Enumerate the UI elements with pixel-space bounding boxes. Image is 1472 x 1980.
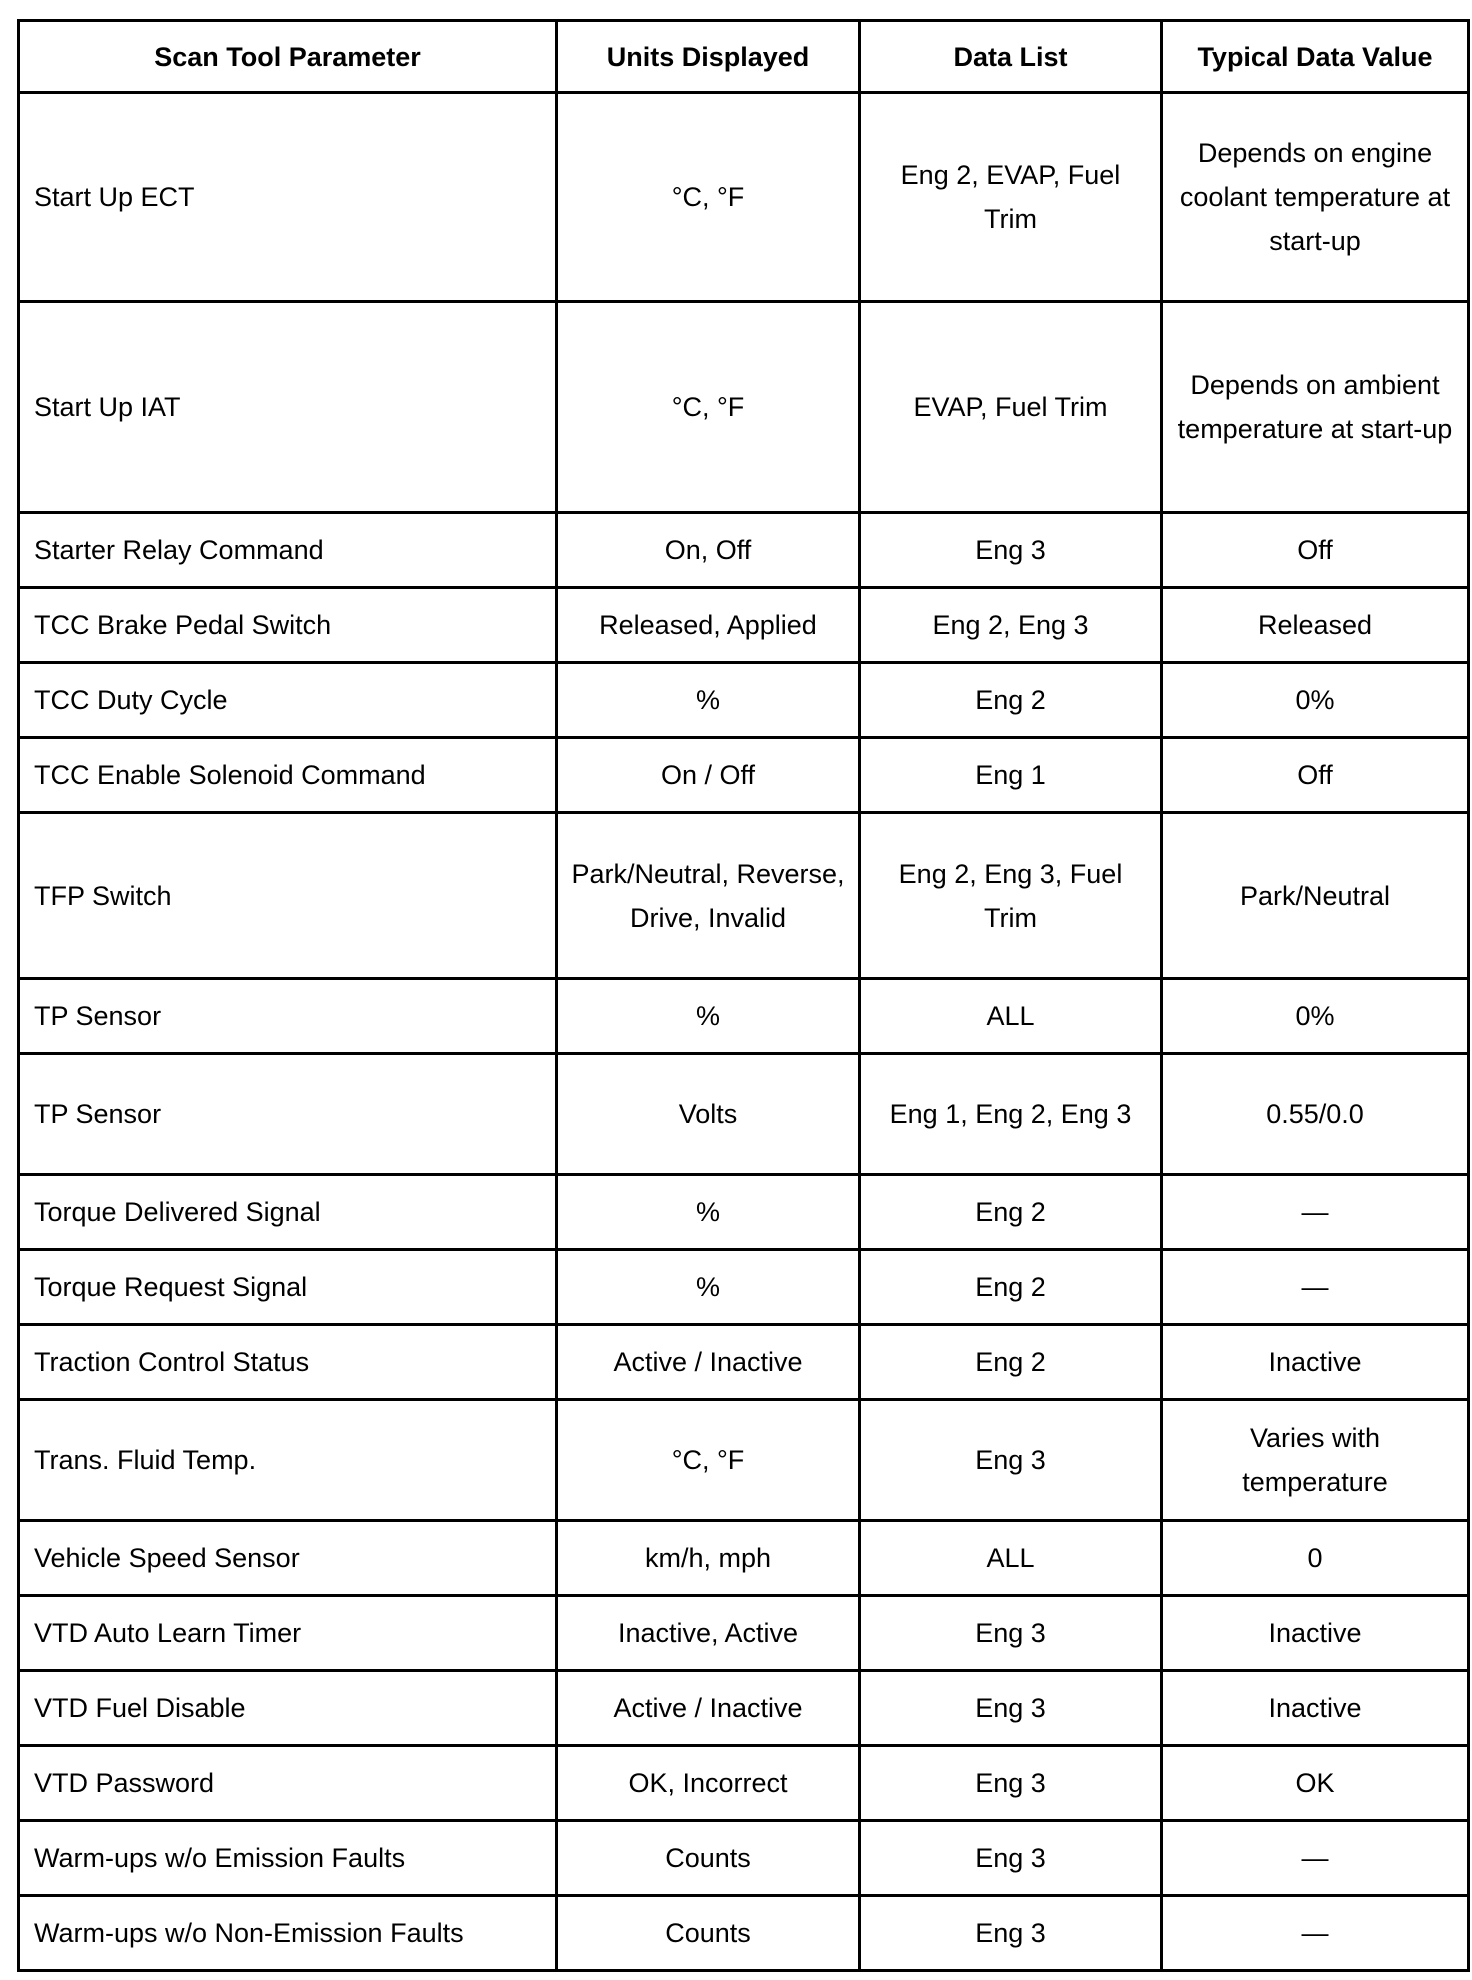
cell-data-list: Eng 1: [860, 738, 1162, 813]
cell-data-list: Eng 1, Eng 2, Eng 3: [860, 1054, 1162, 1175]
cell-units: km/h, mph: [557, 1521, 860, 1596]
cell-parameter: VTD Auto Learn Timer: [19, 1596, 557, 1671]
table-row: [19, 1175, 1469, 1250]
cell-typical-value: Inactive: [1162, 1325, 1469, 1400]
cell-parameter: Start Up ECT: [19, 93, 557, 302]
cell-typical-value: OK: [1162, 1746, 1469, 1821]
cell-typical-value: Released: [1162, 588, 1469, 663]
cell-typical-value: Depends on ambient temperature at start-up: [1162, 302, 1469, 513]
cell-units: Counts: [557, 1896, 860, 1971]
cell-units: %: [557, 979, 860, 1054]
cell-units: Counts: [557, 1821, 860, 1896]
table-row: [19, 1250, 1469, 1325]
cell-units: Released, Applied: [557, 588, 860, 663]
cell-data-list: EVAP, Fuel Trim: [860, 302, 1162, 513]
header-units-displayed: Units Displayed: [557, 21, 860, 93]
table-row: [19, 1671, 1469, 1746]
cell-typical-value: 0.55/0.0: [1162, 1054, 1469, 1175]
cell-units: Volts: [557, 1054, 860, 1175]
cell-units: Active / Inactive: [557, 1325, 860, 1400]
cell-units: %: [557, 1250, 860, 1325]
cell-units: °C, °F: [557, 302, 860, 513]
cell-units: %: [557, 1175, 860, 1250]
cell-typical-value: —: [1162, 1175, 1469, 1250]
cell-typical-value: 0%: [1162, 979, 1469, 1054]
cell-data-list: ALL: [860, 1521, 1162, 1596]
cell-typical-value: Off: [1162, 513, 1469, 588]
table-row: [19, 588, 1469, 663]
cell-parameter: Starter Relay Command: [19, 513, 557, 588]
cell-typical-value: —: [1162, 1896, 1469, 1971]
cell-typical-value: —: [1162, 1821, 1469, 1896]
cell-parameter: Warm-ups w/o Emission Faults: [19, 1821, 557, 1896]
table-row: [19, 513, 1469, 588]
table-row: [19, 1896, 1469, 1971]
cell-typical-value: 0%: [1162, 663, 1469, 738]
cell-parameter: Traction Control Status: [19, 1325, 557, 1400]
table-row: [19, 1325, 1469, 1400]
cell-typical-value: Off: [1162, 738, 1469, 813]
cell-units: On, Off: [557, 513, 860, 588]
cell-parameter: Trans. Fluid Temp.: [19, 1400, 557, 1521]
cell-data-list: Eng 2: [860, 663, 1162, 738]
cell-typical-value: Park/Neutral: [1162, 813, 1469, 979]
cell-units: Active / Inactive: [557, 1671, 860, 1746]
cell-data-list: Eng 2, EVAP, Fuel Trim: [860, 93, 1162, 302]
cell-parameter: Warm-ups w/o Non-Emission Faults: [19, 1896, 557, 1971]
cell-typical-value: Depends on engine coolant temperature at start-up: [1162, 93, 1469, 302]
cell-parameter: TFP Switch: [19, 813, 557, 979]
table-row: [19, 979, 1469, 1054]
cell-data-list: Eng 3: [860, 1596, 1162, 1671]
cell-data-list: Eng 2: [860, 1175, 1162, 1250]
cell-units: OK, Incorrect: [557, 1746, 860, 1821]
cell-data-list: Eng 2, Eng 3, Fuel Trim: [860, 813, 1162, 979]
table-row: [19, 1596, 1469, 1671]
cell-parameter: TP Sensor: [19, 1054, 557, 1175]
cell-data-list: Eng 2: [860, 1325, 1162, 1400]
table-header-row: [19, 21, 1469, 93]
cell-units: °C, °F: [557, 93, 860, 302]
cell-data-list: Eng 3: [860, 1821, 1162, 1896]
table-row: [19, 1400, 1469, 1521]
table-row: [19, 813, 1469, 979]
cell-data-list: Eng 3: [860, 1896, 1162, 1971]
cell-typical-value: Inactive: [1162, 1596, 1469, 1671]
cell-parameter: TP Sensor: [19, 979, 557, 1054]
cell-parameter: Torque Request Signal: [19, 1250, 557, 1325]
cell-typical-value: —: [1162, 1250, 1469, 1325]
cell-units: %: [557, 663, 860, 738]
cell-data-list: Eng 3: [860, 513, 1162, 588]
cell-units: °C, °F: [557, 1400, 860, 1521]
scan-tool-data-table: [17, 19, 1470, 1972]
cell-parameter: VTD Password: [19, 1746, 557, 1821]
cell-units: On / Off: [557, 738, 860, 813]
cell-data-list: Eng 3: [860, 1671, 1162, 1746]
cell-parameter: Start Up IAT: [19, 302, 557, 513]
table-row: [19, 738, 1469, 813]
header-typical-data-value: Typical Data Value: [1162, 21, 1469, 93]
cell-parameter: TCC Brake Pedal Switch: [19, 588, 557, 663]
cell-units: Inactive, Active: [557, 1596, 860, 1671]
cell-units: Park/Neutral, Reverse, Drive, Invalid: [557, 813, 860, 979]
cell-parameter: TCC Duty Cycle: [19, 663, 557, 738]
cell-typical-value: 0: [1162, 1521, 1469, 1596]
cell-typical-value: Inactive: [1162, 1671, 1469, 1746]
table-row: [19, 1521, 1469, 1596]
table-row: [19, 1054, 1469, 1175]
cell-parameter: VTD Fuel Disable: [19, 1671, 557, 1746]
header-data-list: Data List: [860, 21, 1162, 93]
cell-data-list: Eng 2: [860, 1250, 1162, 1325]
cell-data-list: Eng 2, Eng 3: [860, 588, 1162, 663]
header-scan-tool-parameter: Scan Tool Parameter: [19, 21, 557, 93]
table-row: [19, 93, 1469, 302]
cell-typical-value: Varies with temperature: [1162, 1400, 1469, 1521]
cell-data-list: Eng 3: [860, 1746, 1162, 1821]
table-row: [19, 1821, 1469, 1896]
cell-parameter: TCC Enable Solenoid Command: [19, 738, 557, 813]
cell-data-list: Eng 3: [860, 1400, 1162, 1521]
cell-parameter: Vehicle Speed Sensor: [19, 1521, 557, 1596]
cell-data-list: ALL: [860, 979, 1162, 1054]
cell-parameter: Torque Delivered Signal: [19, 1175, 557, 1250]
table-row: [19, 1746, 1469, 1821]
table-row: [19, 302, 1469, 513]
table-row: [19, 663, 1469, 738]
